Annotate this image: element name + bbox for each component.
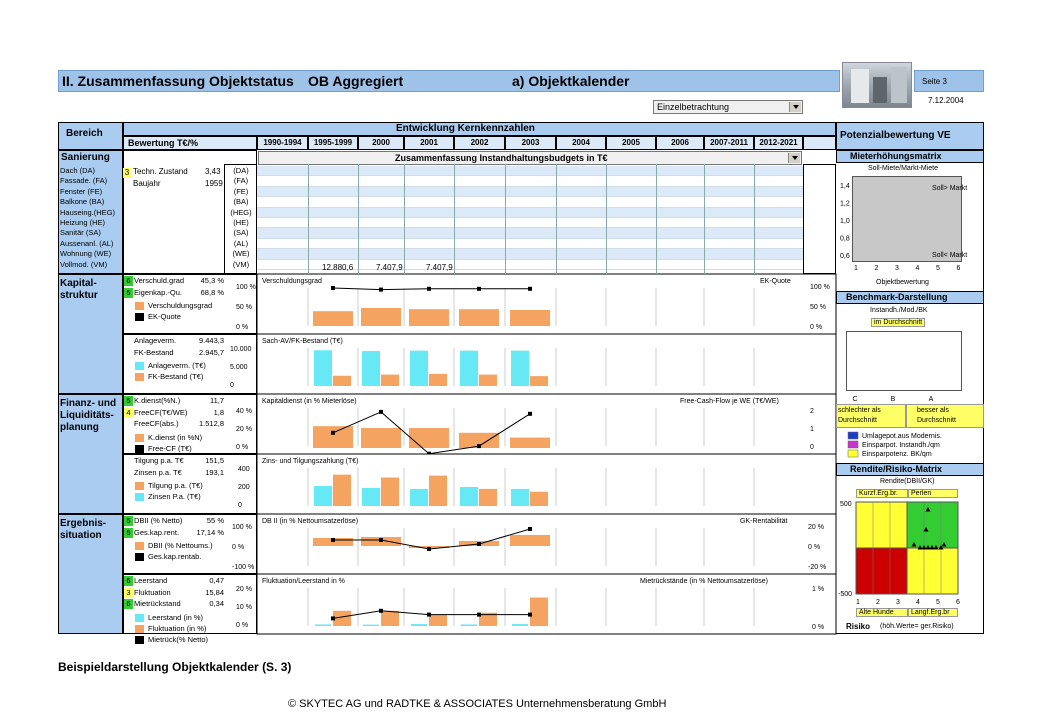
y-tick-label: 100 %	[810, 284, 830, 291]
legend-label: Mietrück(% Netto)	[148, 634, 209, 644]
year-header-2007-2011: 2007-2011	[704, 136, 754, 150]
point-gk-rent	[379, 538, 383, 542]
bar-tilgung	[362, 488, 380, 506]
y-tick-label: 10.000	[230, 346, 252, 353]
sanierung-code: (SA)	[233, 228, 249, 238]
bar-tilgung	[511, 489, 529, 506]
baujahr-value: 1959	[205, 179, 223, 188]
mieter-x-tick: 4	[915, 265, 920, 272]
kpi-badge: 5	[124, 288, 133, 298]
legend-swatch	[135, 445, 144, 453]
y-tick-label: 10 %	[236, 604, 252, 611]
rr-x-tick: 5	[936, 599, 940, 606]
vm-value-2001: 7.407,9	[376, 263, 403, 272]
kpi-label: FreeCF(T€/WE)	[134, 407, 188, 417]
rr-bottom-left: Alte Hunde	[856, 608, 908, 617]
point-mietrueckstand	[528, 613, 532, 617]
legend-swatch	[135, 482, 144, 490]
year-header-2003: 2003	[505, 136, 556, 150]
mieter-y-tick: 1,2	[840, 200, 850, 208]
y-tick-label: -20 %	[808, 564, 827, 571]
bench-x-label: B	[890, 396, 896, 403]
y-tick-label: 0	[238, 502, 242, 509]
legend-label: Zinsen P.a. (T€)	[148, 492, 201, 501]
bar-kapitaldienst	[409, 428, 449, 448]
page-number: Seite 3	[922, 77, 947, 86]
chart-title: DB II (in % Nettoumsatzerlöse)	[262, 518, 359, 525]
point-free-cf	[331, 431, 335, 435]
kpi-label: Ges.kap.rent.	[134, 527, 180, 537]
point-ek-quote	[477, 287, 481, 291]
bar-tilgung	[460, 487, 478, 506]
y-tick-label: 0 %	[808, 544, 821, 551]
date-label: 7.12.2004	[928, 96, 964, 105]
kpi-label: DBII (% Netto)	[134, 516, 183, 525]
rr-x-tick: 3	[896, 599, 900, 606]
bench-title: Benchmark-Darstellung	[846, 292, 948, 302]
bereich-label: Bereich	[66, 128, 103, 139]
sanierung-code: (VM)	[232, 259, 250, 269]
bench-subtitle-2: im Durchschnitt	[871, 318, 925, 327]
zustand-label: Techn. Zustand	[133, 167, 188, 176]
kpi-value: 45,3 %	[200, 276, 224, 285]
bench-legend-label: Einsparpot. Instandh./qm	[862, 442, 940, 449]
kpi-value: 193,1	[205, 467, 224, 477]
y-tick-label: 40 %	[236, 408, 252, 415]
bar-anlageverm	[511, 351, 529, 386]
bench-legend-swatch	[848, 441, 858, 448]
sanierung-code: (BA)	[233, 197, 249, 207]
point-gk-rent	[331, 538, 335, 542]
year-divider	[704, 164, 705, 274]
year-header-1995-1999: 1995-1999	[308, 136, 358, 150]
legend-swatch	[135, 493, 144, 501]
section-label: a) Objektkalender	[512, 73, 630, 89]
year-divider	[358, 164, 359, 274]
year-divider	[754, 164, 755, 274]
bench-bad-label: schlechter als Durchschnitt	[836, 404, 906, 428]
mieter-subtitle: Soll-Miete/Markt-Miete	[868, 165, 939, 172]
mieter-title: Mieterhöhungsmatrix	[850, 151, 942, 161]
legend-swatch	[135, 373, 144, 381]
bench-subtitle: Instandh./Mod./BK	[870, 307, 928, 314]
year-divider	[656, 164, 657, 274]
y-tick-label: 0 %	[236, 444, 249, 451]
sanierung-code: (HEG)	[230, 207, 252, 217]
bar-zinsen	[479, 489, 497, 506]
bar-fluktuation	[429, 615, 447, 626]
sanierung-item: Heizung (HE)	[60, 218, 106, 227]
point-ek-quote	[427, 287, 431, 291]
bar-verschuldungsgrad	[510, 310, 550, 326]
budget-right-border	[803, 164, 836, 274]
sanierung-code: (DA)	[233, 166, 249, 175]
point-ek-quote	[331, 286, 335, 290]
rr-x-tick: 2	[876, 599, 880, 606]
bar-tilgung	[410, 489, 428, 506]
bar-zinsen	[530, 492, 548, 506]
vm-value-2000: 12.880,6	[322, 263, 354, 272]
y-tick-label: 400	[238, 466, 250, 473]
bewertung-label: Bewertung T€/%	[128, 138, 199, 148]
kpi-label: Leerstand	[134, 576, 168, 585]
y-tick-label: 1 %	[812, 586, 825, 593]
kpi-badge: 5	[124, 396, 133, 406]
chart-right-title: GK-Rentabilität	[740, 518, 788, 525]
bar-verschuldungsgrad	[409, 309, 449, 326]
legend-label: Free-CF (T€)	[148, 443, 192, 453]
kpi-label: Fluktuation	[134, 587, 171, 597]
point-gk-rent	[528, 527, 532, 531]
sanierung-title: Sanierung	[61, 152, 110, 163]
y-tick-label: 2	[810, 408, 814, 415]
kpi-value: 0,34	[209, 599, 224, 608]
baujahr-label: Baujahr	[133, 179, 161, 188]
sanierung-code: (FE)	[233, 186, 249, 196]
legend-label: Anlageverm. (T€)	[148, 361, 206, 370]
sanierung-item: Hauseing.(HEG)	[60, 207, 116, 217]
year-divider	[505, 164, 506, 274]
legend-swatch	[135, 434, 144, 442]
bar-zinsen	[429, 476, 447, 506]
legend-swatch	[135, 302, 144, 310]
year-header-2002: 2002	[454, 136, 505, 150]
y-tick-label: 5.000	[230, 364, 248, 371]
y-tick-label: 0	[230, 382, 234, 389]
bar-leerstand	[363, 625, 379, 626]
mieter-top-label: Soll> Markt	[932, 185, 968, 192]
y-tick-label: 200	[238, 484, 250, 491]
legend-swatch	[135, 614, 144, 622]
entwicklung-label: Entwicklung Kernkennzahlen	[396, 123, 535, 134]
sanierung-item: Vollmod. (VM)	[60, 259, 108, 269]
rr-y-tick: 500	[840, 501, 852, 508]
year-header-2001: 2001	[404, 136, 454, 150]
scope-label: OB Aggregiert	[308, 73, 404, 89]
point-free-cf	[528, 412, 532, 416]
bar-zinsen	[333, 475, 351, 506]
kpi-label: Tilgung p.a. T€	[134, 456, 184, 465]
rr-title: Rendite/Risiko-Matrix	[850, 464, 943, 474]
mieter-x-tick: 3	[895, 265, 899, 272]
point-mietrueckstand	[379, 609, 383, 613]
kpi-label: FK-Bestand	[134, 347, 174, 357]
rr-top-left: Kurzf.Erg.br.	[856, 489, 908, 498]
mieter-x-tick: 1	[854, 265, 858, 272]
kpi-label: Mietrückstand	[134, 599, 181, 608]
y-tick-label: 0 %	[812, 624, 825, 631]
bar-fk-bestand	[479, 375, 497, 386]
chart-title: Kapitaldienst (in % Mieterlöse)	[262, 398, 357, 405]
sanierung-item: Fassade. (FA)	[60, 176, 108, 186]
bar-fluktuation	[530, 598, 548, 627]
rr-caption: Risiko	[846, 622, 871, 631]
mieter-x-tick: 2	[874, 265, 879, 272]
year-header-2000: 2000	[358, 136, 404, 150]
kpi-badge: 6	[124, 599, 133, 609]
bar-fk-bestand	[381, 375, 399, 386]
bar-anlageverm	[362, 351, 380, 386]
legend-swatch	[135, 553, 144, 561]
y-tick-label: 0 %	[810, 324, 823, 331]
kpi-value: 1,8	[213, 407, 224, 417]
year-divider	[454, 164, 455, 274]
point-gk-rent	[477, 542, 481, 546]
kpi-value: 17,14 %	[196, 527, 224, 537]
legend-swatch	[135, 625, 144, 633]
view-select-value: Einzelbetrachtung	[657, 102, 730, 112]
chart-right-title: Free-Cash-Flow je WE (T€/WE)	[680, 398, 779, 405]
mieter-x-tick: 6	[956, 265, 961, 272]
rr-caption-2: (höh.Werte= ger.Risiko)	[880, 623, 954, 630]
year-header-spacer	[803, 136, 836, 150]
bar-kapitaldienst	[510, 438, 550, 448]
y-tick-label: 100 %	[236, 284, 256, 291]
bar-verschuldungsgrad	[313, 311, 353, 326]
rr-subtitle: Rendite(DBII/GK)	[880, 478, 935, 485]
rr-x-tick: 6	[956, 599, 960, 606]
chart-title: Sach-AV/FK-Bestand (T€)	[262, 338, 343, 345]
point-free-cf	[379, 410, 383, 414]
y-tick-label: 20 %	[236, 586, 252, 593]
bar-fk-bestand	[429, 374, 447, 386]
kpi-value: 0,47	[209, 576, 224, 585]
kpi-value: 1.512,8	[198, 419, 224, 428]
kpi-badge: 6	[124, 276, 133, 286]
point-mietrueckstand	[427, 613, 431, 617]
budget-select-value: Zusammenfassung Instandhaltungsbudgets in T€	[395, 153, 608, 163]
page-title: II. Zusammenfassung Objektstatus	[62, 73, 294, 89]
bar-leerstand	[315, 624, 331, 626]
finanz-title-3: planung	[60, 422, 99, 433]
year-divider	[556, 164, 557, 274]
ergebnis-title: Ergebnis-	[60, 518, 107, 529]
y-tick-label: 0 %	[236, 622, 249, 629]
legend-label: Leerstand (in %)	[148, 612, 204, 622]
zustand-value: 3,43	[205, 167, 221, 176]
kpi-badge: 5	[124, 528, 133, 538]
bar-anlageverm	[314, 350, 332, 386]
kpi-label: K.dienst(%N.)	[134, 396, 181, 405]
legend-label: K.dienst (in %N)	[148, 432, 203, 442]
bench-x-label: A	[928, 396, 934, 403]
year-header-1990-1994: 1990-1994	[257, 136, 308, 150]
year-header-2006: 2006	[656, 136, 704, 150]
year-divider	[606, 164, 607, 274]
sanierung-item: Dach (DA)	[60, 166, 96, 175]
kpi-value: 68,8 %	[200, 287, 224, 297]
legend-label: Ges.kap.rentab.	[148, 552, 202, 561]
bar-leerstand	[512, 624, 528, 626]
kpi-label: Verschuld.grad	[134, 276, 185, 285]
rr-x-tick: 4	[916, 599, 920, 606]
bar-fk-bestand	[333, 376, 351, 386]
rr-x-tick: 1	[856, 599, 860, 606]
bench-legend-label: Einsparpotenz. BK/qm	[862, 451, 932, 458]
kpi-value: 55 %	[206, 516, 224, 525]
potenzial-label: Potenzialbewertung VE	[840, 130, 951, 141]
bench-good-label: besser als Durchschnitt	[906, 404, 984, 428]
y-tick-label: 1	[810, 426, 814, 433]
sanierung-item: Balkone (BA)	[60, 197, 105, 207]
rr-quadrant	[907, 502, 958, 548]
mieter-y-tick: 0,6	[840, 253, 850, 260]
y-tick-label: 0	[810, 444, 814, 451]
legend-label: Verschuldungsgrad	[148, 301, 213, 310]
bar-leerstand	[461, 624, 477, 626]
mieter-y-tick: 1,4	[840, 183, 850, 190]
ergebnis-title-2: situation	[60, 530, 102, 541]
point-mietrueckstand	[331, 616, 335, 620]
bar-fluktuation	[381, 611, 399, 626]
kpi-label: Zinsen p.a. T€	[134, 467, 182, 477]
point-free-cf	[477, 444, 481, 448]
kpi-value: 2.945,7	[198, 347, 224, 357]
bench-legend-swatch	[848, 432, 858, 439]
y-tick-label: 50 %	[236, 304, 252, 311]
rr-top-right: Perlen	[908, 489, 958, 498]
figure-caption: Beispieldarstellung Objektkalender (S. 3)	[58, 660, 292, 674]
bar-tilgung	[314, 486, 332, 506]
legend-swatch	[135, 313, 144, 321]
kapital-title-2: struktur	[60, 290, 98, 301]
bar-fk-bestand	[530, 376, 548, 386]
bar-anlageverm	[410, 351, 428, 386]
y-tick-label: 20 %	[236, 426, 252, 433]
y-tick-label: 100 %	[232, 524, 252, 531]
sanierung-code: (HE)	[233, 218, 249, 227]
sanierung-code: (FA)	[233, 176, 249, 186]
legend-swatch	[135, 542, 144, 550]
code-column	[224, 164, 257, 274]
kapital-title: Kapital-	[60, 278, 97, 289]
bench-plot	[846, 331, 962, 391]
zustand-badge: 3	[124, 168, 130, 177]
legend-label: EK-Quote	[148, 312, 181, 321]
bench-legend-label: Umlagepot.aus Modernis.	[862, 433, 942, 440]
kpi-badge: 3	[124, 588, 133, 598]
chart-right-title: Mietrückstände (in % Nettoumsatzerlöse)	[640, 578, 768, 585]
mieter-caption: Objektbewertung	[876, 279, 929, 286]
chart-title: Fluktuation/Leerstand in %	[262, 578, 345, 585]
bar-anlageverm	[460, 351, 478, 386]
point-ek-quote	[379, 288, 383, 292]
vm-value-2002: 7.407,9	[426, 263, 453, 272]
bar-kapitaldienst	[313, 426, 353, 448]
kpi-value: 9.443,3	[198, 336, 224, 345]
bar-leerstand	[411, 624, 427, 626]
bar-zinsen	[381, 478, 399, 507]
y-tick-label: 50 %	[810, 304, 826, 311]
rr-quadrant	[856, 548, 907, 594]
footer-copyright: © SKYTEC AG und RADTKE & ASSOCIATES Unternehmensberatung GmbH	[288, 698, 667, 710]
sanierung-item: Sanitär (SA)	[60, 228, 101, 238]
legend-label: Tilgung p.a. (T€)	[148, 481, 203, 490]
year-header-2004: 2004	[556, 136, 606, 150]
kpi-value: 151,5	[205, 456, 224, 465]
y-tick-label: 0 %	[236, 324, 249, 331]
sanierung-item: Wohnung (WE)	[60, 249, 112, 259]
year-divider	[308, 164, 309, 274]
rr-quadrant	[907, 548, 958, 594]
bar-verschuldungsgrad	[459, 309, 499, 326]
mieter-y-tick: 1,0	[840, 218, 850, 225]
y-tick-label: 0 %	[232, 544, 245, 551]
bar-verschuldungsgrad	[361, 308, 401, 326]
sanierung-item: Fenster (FE)	[60, 186, 103, 196]
mieter-y-tick: 0,8	[840, 235, 850, 243]
mieter-bottom-label: Soll< Markt	[932, 252, 968, 259]
chart-title: Verschuldungsgrad	[262, 278, 322, 285]
kpi-label: Anlageverm.	[134, 336, 177, 345]
legend-swatch	[135, 362, 144, 370]
y-tick-label: 20 %	[808, 524, 824, 531]
legend-label: FK-Bestand (T€)	[148, 372, 204, 381]
bench-legend-swatch	[848, 450, 858, 457]
point-mietrueckstand	[477, 613, 481, 617]
kpi-label: FreeCF(abs.)	[134, 419, 179, 428]
kpi-value: 15,84	[205, 587, 224, 597]
sanierung-item: Aussenanl. (AL)	[60, 238, 114, 248]
kpi-badge: 4	[124, 408, 133, 418]
kpi-label: Eigenkap.-Qu.	[134, 287, 182, 297]
finanz-title: Finanz- und	[60, 398, 117, 409]
rr-y-tick: -500	[838, 591, 853, 598]
chart-title: Zins- und Tilgungszahlung (T€)	[262, 458, 359, 465]
rr-bottom-right: Langf.Erg.br	[908, 608, 958, 617]
bench-x-label: C	[852, 396, 858, 403]
legend-swatch	[135, 636, 144, 644]
finanz-title-2: Liquiditäts-	[60, 410, 114, 421]
bar-dbii	[510, 535, 550, 546]
rr-quadrant	[856, 502, 907, 548]
mieter-x-tick: 5	[936, 265, 940, 272]
year-header-2005: 2005	[606, 136, 656, 150]
chart-right-title: EK-Quote	[760, 278, 791, 285]
year-divider	[404, 164, 405, 274]
y-tick-label: -100 %	[232, 564, 255, 571]
bar-kapitaldienst	[361, 428, 401, 448]
point-gk-rent	[427, 547, 431, 551]
sanierung-code: (AL)	[233, 238, 249, 248]
year-header-2012-2021: 2012-2021	[754, 136, 803, 150]
kpi-badge: 6	[124, 576, 133, 586]
legend-label: DBII (% Nettoums.)	[148, 541, 213, 550]
kpi-badge: 5	[124, 516, 133, 526]
sanierung-code: (WE)	[232, 249, 250, 259]
legend-label: Fluktuation (in %)	[148, 623, 207, 633]
point-ek-quote	[528, 287, 532, 291]
kpi-value: 11,7	[209, 396, 224, 405]
